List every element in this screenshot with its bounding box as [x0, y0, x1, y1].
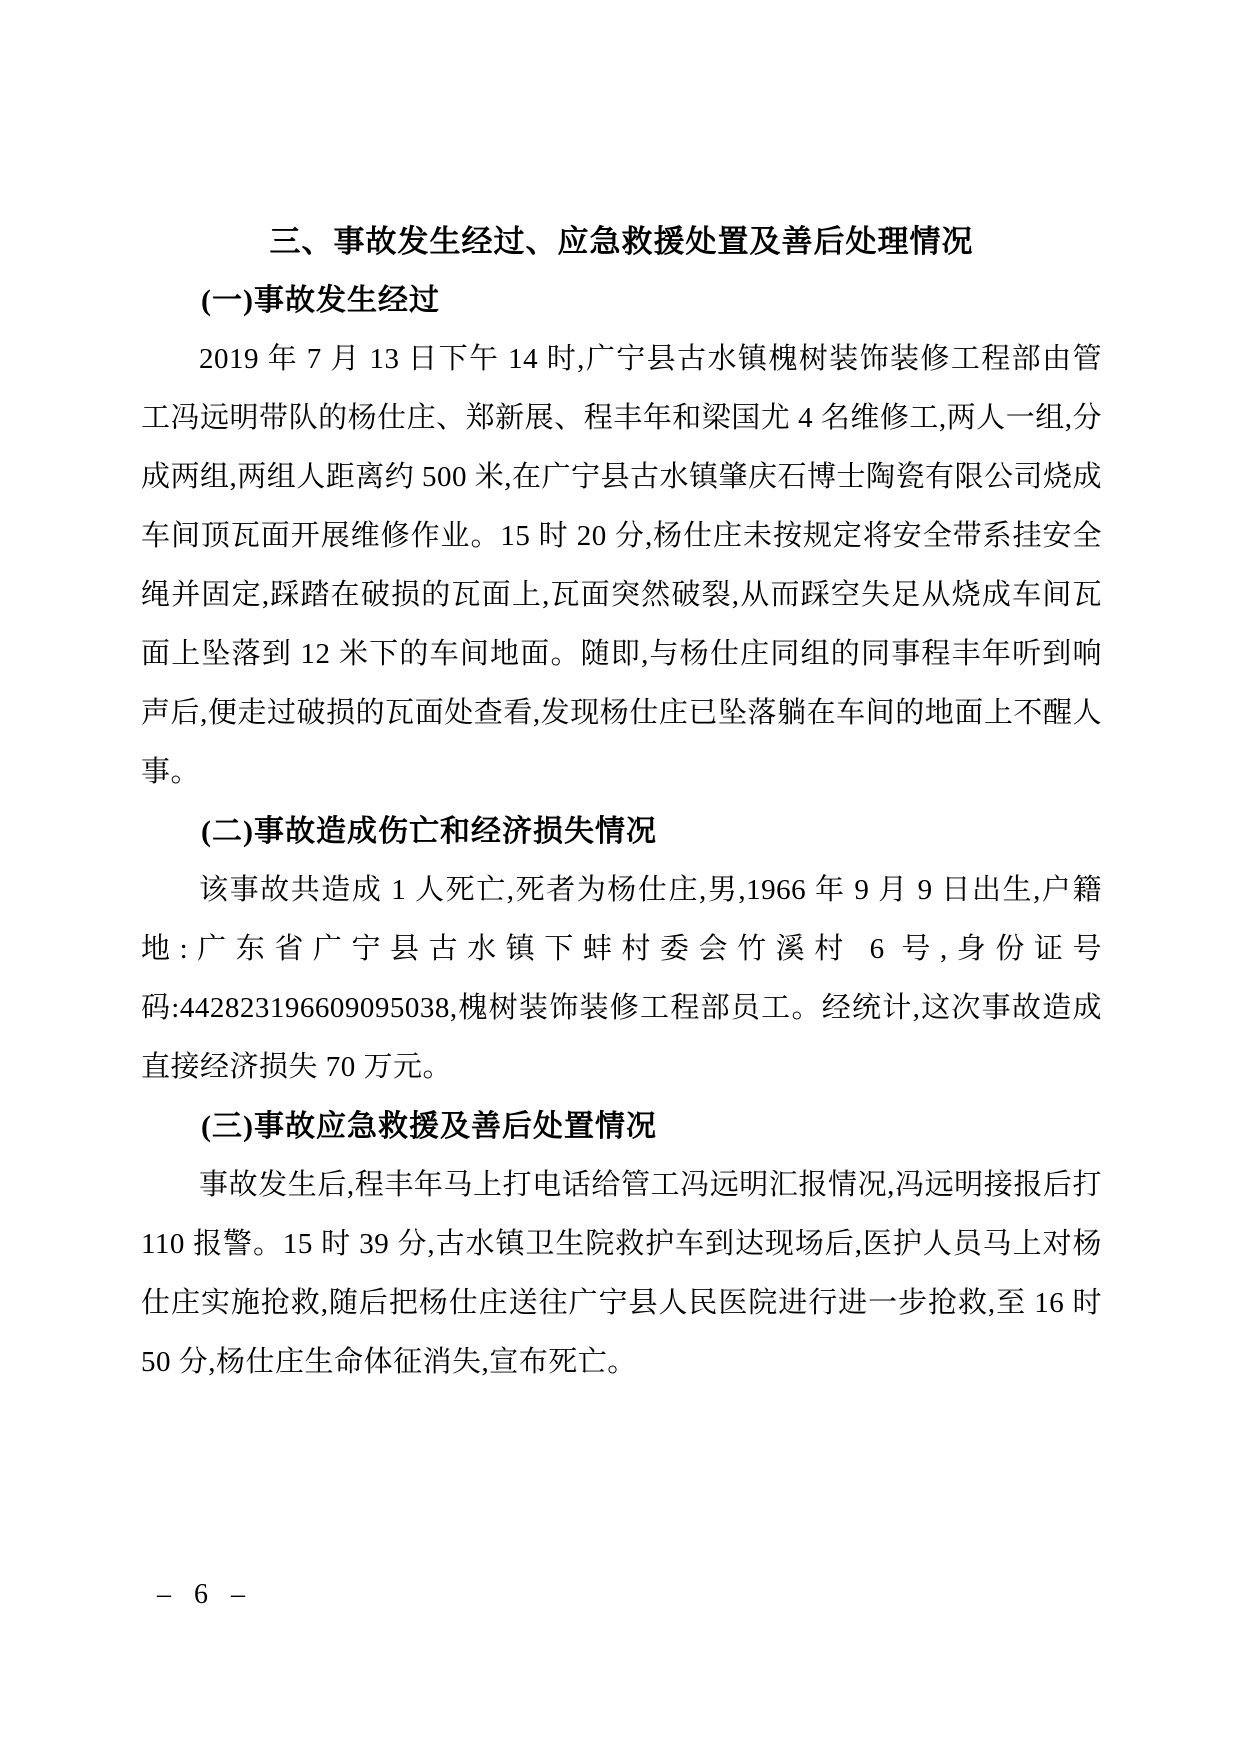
page-number: – 6 –: [157, 1579, 253, 1610]
section-heading-1: (一)事故发生经过: [201, 284, 440, 317]
section-paragraph-2: 该事故共造成 1 人死亡,死者为杨仕庄,男,1966 年 9 月 9 日出生,户籍地:广东省广宁县古水镇下蚌村委会竹溪村 6 号,身份证号码:442823196609095038,槐树装饰装修工程部员工。经统计,这次事故造成直接经济损失 70 万元。: [141, 874, 1102, 1083]
section-heading-3: (三)事故应急救援及善后处置情况: [201, 1110, 657, 1143]
section-paragraph-1: 2019 年 7 月 13 日下午 14 时,广宁县古水镇槐树装饰装修工程部由管工冯远明带队的杨仕庄、郑新展、程丰年和梁国尤 4 名维修工,两人一组,分成两组,两组人距离约 500 米,在广宁县古水镇肇庆石博士陶瓷有限公司烧成车间顶瓦面开展维修作业。15 时 20 分,杨仕庄未按规定将安全带系挂安全绳并固定,踩踏在破损的瓦面上,瓦面突然破裂,从而踩空失足从烧成车间瓦面上坠落到 12 米下的车间地面。随即,与杨仕庄同组的同事程丰年听到响声后,便走过破损的瓦面处查看,发现杨仕庄已坠落躺在车间的地面上不醒人事。: [141, 343, 1103, 788]
section-paragraph-3: 事故发生后,程丰年马上打电话给管工冯远明汇报情况,冯远明接报后打 110 报警。15 时 39 分,古水镇卫生院救护车到达现场后,医护人员马上对杨仕庄实施抢救,随后把杨仕庄送往广宁县人民医院进行进一步抢救,至 16 时 50 分,杨仕庄生命体征消失,宣布死亡。: [141, 1169, 1102, 1378]
document-body: [141, 212, 1102, 1392]
section-heading-2: (二)事故造成伤亡和经济损失情况: [201, 815, 657, 848]
document-title: 三、事故发生经过、应急救援处置及善后处理情况: [269, 224, 974, 259]
